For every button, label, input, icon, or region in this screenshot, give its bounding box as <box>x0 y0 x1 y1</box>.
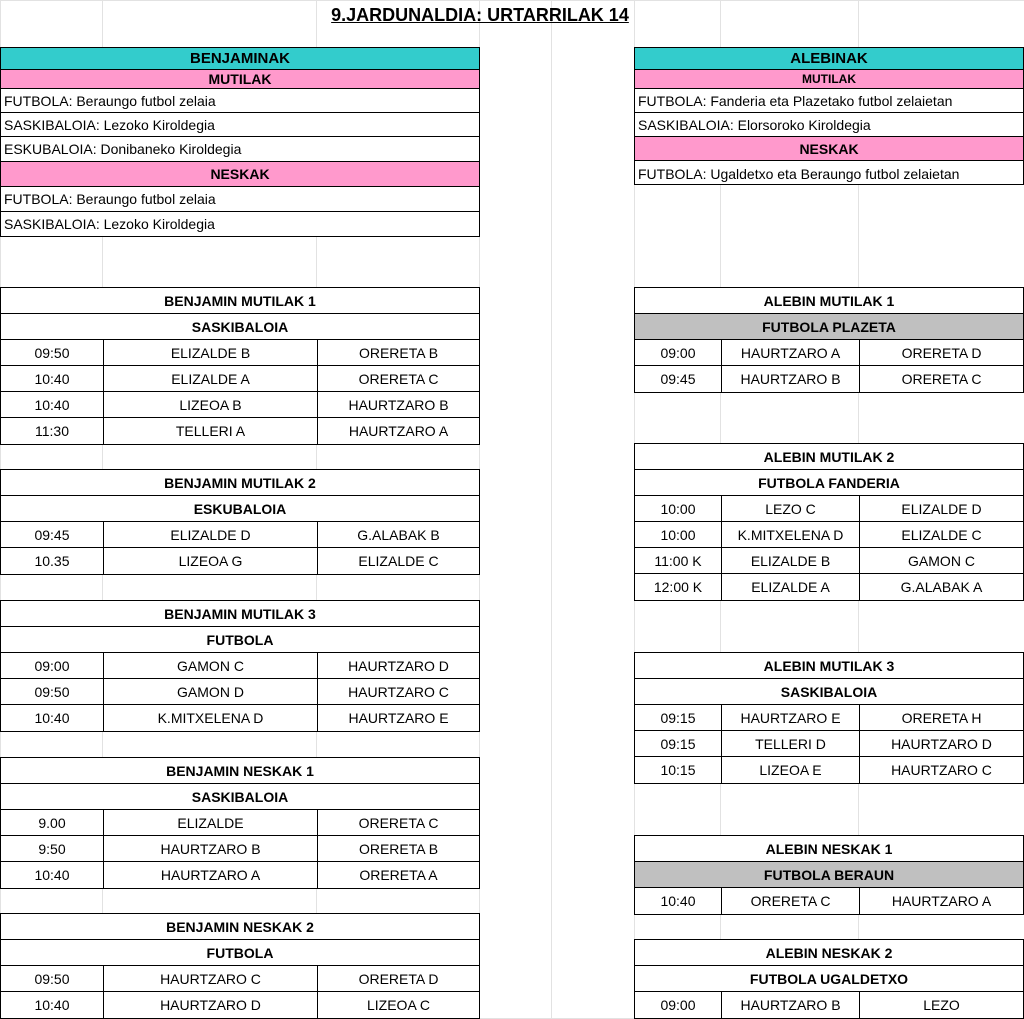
home-team: HAURTZARO B <box>103 836 317 861</box>
home-team: GAMON C <box>103 653 317 678</box>
grid-line <box>551 0 552 1018</box>
group-title: ALEBIN MUTILAK 2 <box>763 448 895 465</box>
match-row <box>1 966 479 992</box>
group-title: ALEBIN NESKAK 1 <box>765 840 893 857</box>
match-time: 10:40 <box>34 710 70 726</box>
match-time: 09:45 <box>660 371 696 387</box>
match-time: 10:40 <box>660 893 696 909</box>
away-team: ELIZALDE C <box>859 522 1023 547</box>
match-row <box>1 992 479 1018</box>
home-team: HAURTZARO B <box>721 366 859 392</box>
match-group-table <box>0 913 480 1019</box>
away-team: HAURTZARO A <box>317 418 479 444</box>
group-sport-venue: SASKIBALOIA <box>780 683 878 700</box>
home-team: ELIZALDE B <box>721 548 859 573</box>
match-group-table <box>634 939 1024 1019</box>
match-time: 09:45 <box>34 526 70 543</box>
benjaminak-neskak-label: NESKAK <box>1 162 479 186</box>
home-team: HAURTZARO E <box>721 705 859 730</box>
alebinak-mutilak-label: MUTILAK <box>635 70 1023 88</box>
match-row <box>635 757 1023 783</box>
match-time: 10:40 <box>34 396 70 413</box>
match-row <box>1 705 479 731</box>
home-team: LIZEOA E <box>721 757 859 783</box>
match-time: 09:00 <box>34 657 70 674</box>
match-time: 09:50 <box>34 683 70 700</box>
match-time: 10:15 <box>660 762 696 778</box>
away-team: HAURTZARO A <box>859 888 1023 914</box>
group-sport-venue: FUTBOLA FANDERIA <box>758 474 900 491</box>
group-title: BENJAMIN MUTILAK 3 <box>164 605 316 622</box>
away-team: ORERETA H <box>859 705 1023 730</box>
match-time: 10:40 <box>34 370 70 387</box>
match-time: 10:40 <box>34 867 70 883</box>
home-team: HAURTZARO A <box>721 340 859 365</box>
group-sport-venue: ESKUBALOIA <box>193 500 287 517</box>
match-time: 10.35 <box>34 553 70 569</box>
group-sport-venue: FUTBOLA <box>206 944 274 961</box>
benjaminak-neskak-venue: SASKIBALOIA: Lezoko Kiroldegia <box>4 216 215 232</box>
match-time: 10:00 <box>660 500 696 517</box>
home-team: HAURTZARO B <box>721 992 859 1018</box>
match-row <box>635 888 1023 914</box>
match-time: 11:30 <box>35 423 69 439</box>
home-team: GAMON D <box>103 679 317 704</box>
alebinak-header: ALEBINAK <box>635 48 1023 69</box>
home-team: LIZEOA B <box>103 392 317 417</box>
match-group-table <box>0 469 480 575</box>
benjaminak-header: BENJAMINAK <box>1 48 479 69</box>
match-row <box>635 340 1023 366</box>
match-row <box>1 862 479 888</box>
match-time: 11:00 K <box>654 552 702 569</box>
match-group-table <box>634 835 1024 915</box>
away-team: ORERETA B <box>317 836 479 861</box>
match-time: 9.00 <box>38 814 66 831</box>
match-row <box>1 810 479 836</box>
benjaminak-mutilak-venue: ESKUBALOIA: Donibaneko Kiroldegia <box>4 141 242 157</box>
home-team: HAURTZARO A <box>103 862 317 888</box>
group-sport-venue: FUTBOLA BERAUN <box>635 862 1023 887</box>
match-group-table <box>634 443 1024 601</box>
away-team: ORERETA C <box>317 810 479 835</box>
match-group-table <box>634 652 1024 784</box>
away-team: HAURTZARO D <box>859 731 1023 756</box>
match-row <box>1 548 479 574</box>
home-team: HAURTZARO D <box>103 992 317 1018</box>
away-team: HAURTZARO E <box>317 705 479 731</box>
group-title: BENJAMIN MUTILAK 2 <box>164 474 316 491</box>
home-team: LIZEOA G <box>103 548 317 574</box>
match-row <box>635 705 1023 731</box>
match-time: 9:50 <box>38 840 66 857</box>
group-title: ALEBIN NESKAK 2 <box>765 944 893 961</box>
match-group-table <box>634 287 1024 393</box>
home-team: LEZO C <box>721 496 859 521</box>
match-time: 09:00 <box>660 997 696 1013</box>
home-team: K.MITXELENA D <box>721 522 859 547</box>
group-sport-venue: FUTBOLA PLAZETA <box>635 314 1023 339</box>
match-row <box>1 522 479 548</box>
away-team: LIZEOA C <box>317 992 479 1018</box>
match-row <box>1 679 479 705</box>
home-team: ELIZALDE <box>103 810 317 835</box>
match-group-table <box>0 757 480 889</box>
match-time: 09:15 <box>660 709 696 726</box>
match-row <box>1 418 479 444</box>
away-team: G.ALABAK B <box>317 522 479 547</box>
group-title: BENJAMIN MUTILAK 1 <box>164 292 316 309</box>
group-sport-venue: FUTBOLA <box>206 631 274 648</box>
match-row <box>635 496 1023 522</box>
group-title: BENJAMIN NESKAK 1 <box>166 762 314 779</box>
match-row <box>635 574 1023 600</box>
alebinak-mutilak-venue: SASKIBALOIA: Elorsoroko Kiroldegia <box>638 116 871 133</box>
away-team: ELIZALDE C <box>317 548 479 574</box>
alebinak-neskak-venue: FUTBOLA: Ugaldetxo eta Beraungo futbol zelaietan <box>638 165 960 182</box>
away-team: HAURTZARO B <box>317 392 479 417</box>
benjaminak-neskak-venue: FUTBOLA: Beraungo futbol zelaia <box>4 191 216 207</box>
match-group-table <box>0 600 480 732</box>
match-row <box>1 392 479 418</box>
alebinak-info <box>634 47 1024 185</box>
benjaminak-info <box>0 47 480 237</box>
page-title: 9.JARDUNALDIA: URTARRILAK 14 <box>331 5 629 25</box>
home-team: ORERETA C <box>721 888 859 914</box>
away-team: ELIZALDE D <box>859 496 1023 521</box>
away-team: ORERETA B <box>317 340 479 365</box>
match-row <box>635 366 1023 392</box>
match-row <box>635 731 1023 757</box>
home-team: ELIZALDE D <box>103 522 317 547</box>
alebinak-neskak-label: NESKAK <box>635 137 1023 160</box>
away-team: ORERETA D <box>859 340 1023 365</box>
benjaminak-mutilak-label: MUTILAK <box>1 70 479 88</box>
home-team: ELIZALDE A <box>721 574 859 600</box>
match-time: 09:15 <box>660 735 696 752</box>
group-title: BENJAMIN NESKAK 2 <box>166 918 314 935</box>
match-row <box>635 548 1023 574</box>
match-row <box>1 366 479 392</box>
benjaminak-mutilak-venue: SASKIBALOIA: Lezoko Kiroldegia <box>4 116 215 133</box>
match-time: 12:00 K <box>653 579 703 595</box>
match-row <box>1 340 479 366</box>
match-time: 10:40 <box>34 997 70 1013</box>
away-team: ORERETA C <box>859 366 1023 392</box>
group-title: ALEBIN MUTILAK 3 <box>763 657 895 674</box>
match-row <box>635 522 1023 548</box>
match-time: 09:50 <box>34 970 70 987</box>
group-sport-venue: SASKIBALOIA <box>191 318 289 335</box>
group-sport-venue: SASKIBALOIA <box>191 788 289 805</box>
match-row <box>1 653 479 679</box>
away-team: GAMON C <box>859 548 1023 573</box>
away-team: ORERETA C <box>317 366 479 391</box>
away-team: ORERETA D <box>317 966 479 991</box>
away-team: HAURTZARO D <box>317 653 479 678</box>
group-sport-venue: FUTBOLA UGALDETXO <box>749 970 909 987</box>
home-team: ELIZALDE B <box>103 340 317 365</box>
away-team: HAURTZARO C <box>859 757 1023 783</box>
home-team: TELLERI A <box>103 418 317 444</box>
match-time: 10:00 <box>660 526 696 543</box>
benjaminak-mutilak-venue: FUTBOLA: Beraungo futbol zelaia <box>4 92 216 109</box>
match-time: 09:50 <box>34 344 70 361</box>
away-team: HAURTZARO C <box>317 679 479 704</box>
away-team: G.ALABAK A <box>859 574 1023 600</box>
group-title: ALEBIN MUTILAK 1 <box>763 292 895 309</box>
home-team: TELLERI D <box>721 731 859 756</box>
away-team: LEZO <box>859 992 1023 1018</box>
match-time: 09:00 <box>660 344 696 361</box>
away-team: ORERETA A <box>317 862 479 888</box>
home-team: HAURTZARO C <box>103 966 317 991</box>
match-group-table <box>0 287 480 445</box>
home-team: ELIZALDE A <box>103 366 317 391</box>
alebinak-mutilak-venue: FUTBOLA: Fanderia eta Plazetako futbol zelaietan <box>638 92 953 109</box>
match-row <box>1 836 479 862</box>
home-team: K.MITXELENA D <box>103 705 317 731</box>
match-row <box>635 992 1023 1018</box>
